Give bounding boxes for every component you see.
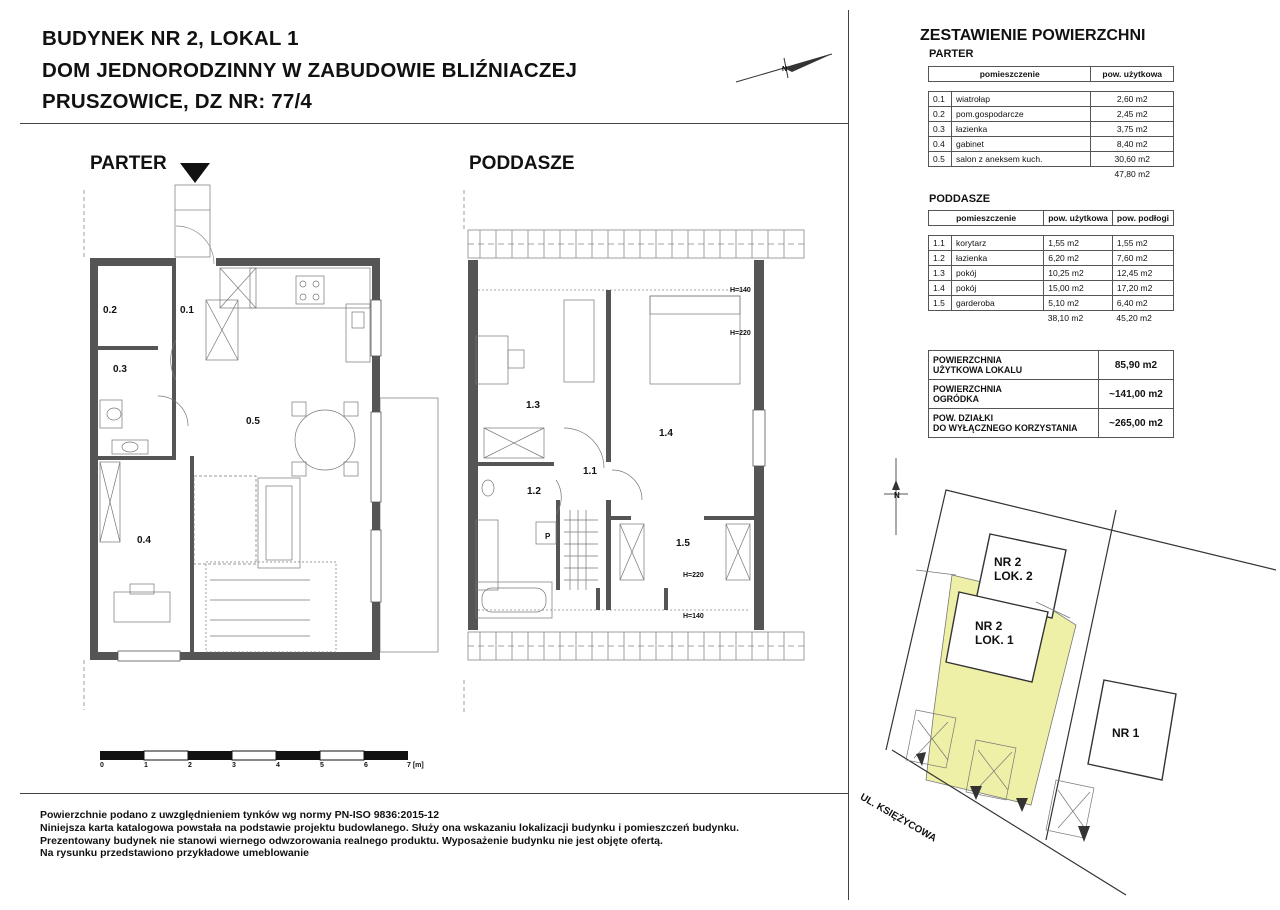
note-line-2: Niniejsza karta katalogowa powstała na podstawie projektu budowlanego. Służy ona wskazaniu lokalizacji budynku i pomieszczeń budynku. bbox=[40, 821, 739, 834]
stair-mark-p: P bbox=[545, 532, 551, 541]
total-label: POWIERZCHNIA OGRÓDKA bbox=[929, 380, 1099, 409]
poddasze-floor-plan bbox=[460, 180, 820, 720]
cell-area: 30,60 m2 bbox=[1091, 152, 1174, 167]
cell-no: 0.5 bbox=[929, 152, 952, 167]
table-row bbox=[929, 266, 1174, 281]
cell-room: łazienka bbox=[952, 122, 1091, 137]
cell-no: 0.4 bbox=[929, 137, 952, 152]
room-label-0-3: 0.3 bbox=[113, 364, 127, 375]
scale-tick-2: 2 bbox=[188, 762, 192, 769]
table-row bbox=[929, 122, 1174, 137]
divider-notes bbox=[20, 793, 848, 794]
summary-title: ZESTAWIENIE POWIERZCHNI bbox=[920, 27, 1146, 44]
scale-bar bbox=[100, 750, 412, 762]
cell-room: pokój bbox=[952, 281, 1044, 296]
cell-floor: 12,45 m2 bbox=[1112, 266, 1173, 281]
cell-room: gabinet bbox=[952, 137, 1091, 152]
poddasze-total-area: 38,10 m2 bbox=[1047, 313, 1084, 323]
cell-area: 6,20 m2 bbox=[1044, 251, 1113, 266]
note-line-3: Prezentowany budynek nie stanowi wiernego odwzorowania realnego produktu. Wyposażenie budynku nie jest objęte ofertą. bbox=[40, 834, 663, 847]
poddasze-title: PODDASZE bbox=[469, 153, 575, 174]
building-label-line: LOK. 2 bbox=[994, 569, 1033, 583]
table-row bbox=[929, 92, 1174, 107]
parter-floor-plan bbox=[60, 180, 460, 720]
parter-area-table bbox=[928, 66, 1174, 181]
cell-no: 1.5 bbox=[929, 296, 952, 311]
table-row bbox=[929, 107, 1174, 122]
cell-room: pokój bbox=[952, 266, 1044, 281]
header-line-2: DOM JEDNORODZINNY W ZABUDOWIE BLIŹNIACZEJ bbox=[42, 59, 578, 82]
height-mark-bottom-1: H=220 bbox=[683, 572, 704, 579]
total-label: POW. DZIAŁKI DO WYŁĄCZNEGO KORZYSTANIA bbox=[929, 409, 1099, 438]
cell-room: salon z aneksem kuch. bbox=[952, 152, 1091, 167]
cell-area: 2,45 m2 bbox=[1091, 107, 1174, 122]
col-header-area: pow. użytkowa bbox=[1044, 211, 1113, 226]
total-value: ~265,00 m2 bbox=[1099, 409, 1174, 438]
room-label-1-3: 1.3 bbox=[526, 400, 540, 411]
height-mark-bottom-2: H=140 bbox=[683, 613, 704, 620]
table-row bbox=[929, 296, 1174, 311]
cell-area: 10,25 m2 bbox=[1044, 266, 1113, 281]
scale-tick-6: 6 bbox=[364, 762, 368, 769]
scale-tick-7: 7 [m] bbox=[407, 762, 424, 769]
parter-table-label: PARTER bbox=[929, 48, 974, 60]
table-row bbox=[929, 409, 1174, 438]
total-value: ~141,00 m2 bbox=[1099, 380, 1174, 409]
total-value: 85,90 m2 bbox=[1099, 351, 1174, 380]
room-label-1-5: 1.5 bbox=[676, 538, 690, 549]
cell-floor: 17,20 m2 bbox=[1112, 281, 1173, 296]
scale-tick-4: 4 bbox=[276, 762, 280, 769]
room-label-1-2: 1.2 bbox=[527, 486, 541, 497]
cell-no: 1.3 bbox=[929, 266, 952, 281]
col-header-room: pomieszczenie bbox=[929, 211, 1044, 226]
divider-header bbox=[20, 123, 848, 124]
parter-total: 47,80 m2 bbox=[1114, 169, 1150, 179]
table-row bbox=[929, 137, 1174, 152]
building-nr2-lok1-label bbox=[975, 619, 1014, 647]
cell-room: łazienka bbox=[952, 251, 1044, 266]
table-row bbox=[929, 251, 1174, 266]
cell-area: 15,00 m2 bbox=[1044, 281, 1113, 296]
cell-floor: 1,55 m2 bbox=[1112, 236, 1173, 251]
col-header-room: pomieszczenie bbox=[929, 67, 1091, 82]
north-label: N bbox=[894, 491, 900, 500]
building-label-line: NR 2 bbox=[975, 619, 1003, 633]
street-label: UL. KSIĘŻYCOWA bbox=[858, 791, 939, 845]
table-row bbox=[929, 380, 1174, 409]
note-line-4: Na rysunku przedstawiono przykładowe umeblowanie bbox=[40, 847, 309, 860]
building-label-line: LOK. 1 bbox=[975, 633, 1014, 647]
room-label-0-5: 0.5 bbox=[246, 416, 260, 427]
cell-area: 1,55 m2 bbox=[1044, 236, 1113, 251]
cell-area: 3,75 m2 bbox=[1091, 122, 1174, 137]
table-row bbox=[929, 152, 1174, 167]
north-arrow-icon bbox=[732, 48, 838, 88]
cell-room: pom.gospodarcze bbox=[952, 107, 1091, 122]
total-label: POWIERZCHNIA UŻYTKOWA LOKALU bbox=[929, 351, 1099, 380]
header-line-1: BUDYNEK NR 2, LOKAL 1 bbox=[42, 27, 299, 50]
table-row bbox=[929, 281, 1174, 296]
cell-room: korytarz bbox=[952, 236, 1044, 251]
scale-tick-0: 0 bbox=[100, 762, 104, 769]
cell-no: 0.2 bbox=[929, 107, 952, 122]
cell-no: 0.3 bbox=[929, 122, 952, 137]
building-nr1-label: NR 1 bbox=[1112, 726, 1140, 740]
room-label-1-4: 1.4 bbox=[659, 428, 673, 439]
col-header-area: pow. użytkowa bbox=[1091, 67, 1174, 82]
disclaimer-notes bbox=[40, 809, 739, 860]
cell-floor: 7,60 m2 bbox=[1112, 251, 1173, 266]
cell-no: 1.1 bbox=[929, 236, 952, 251]
poddasze-area-table bbox=[928, 210, 1174, 325]
col-header-floor: pow. podłogi bbox=[1112, 211, 1173, 226]
note-line-1: Powierzchnie podano z uwzględnieniem tynków wg normy PN-ISO 9836:2015-12 bbox=[40, 809, 440, 821]
divider-vertical bbox=[848, 10, 849, 900]
cell-no: 0.1 bbox=[929, 92, 952, 107]
room-label-0-1: 0.1 bbox=[180, 305, 194, 316]
room-label-0-2: 0.2 bbox=[103, 305, 117, 316]
scale-tick-5: 5 bbox=[320, 762, 324, 769]
room-label-1-1: 1.1 bbox=[583, 466, 597, 477]
cell-area: 5,10 m2 bbox=[1044, 296, 1113, 311]
building-nr2-lok2-label bbox=[994, 555, 1033, 583]
poddasze-table-label: PODDASZE bbox=[929, 193, 991, 205]
table-row bbox=[929, 351, 1174, 380]
cell-floor: 6,40 m2 bbox=[1112, 296, 1173, 311]
table-row bbox=[929, 236, 1174, 251]
cell-room: wiatrołap bbox=[952, 92, 1091, 107]
totals-table bbox=[928, 350, 1174, 438]
room-label-0-4: 0.4 bbox=[137, 535, 151, 546]
header-line-3: PRUSZOWICE, DZ NR: 77/4 bbox=[42, 90, 312, 113]
scale-tick-3: 3 bbox=[232, 762, 236, 769]
building-label-line: NR 2 bbox=[994, 555, 1022, 569]
cell-room: garderoba bbox=[952, 296, 1044, 311]
height-mark-top-2: H=220 bbox=[730, 330, 751, 337]
cell-area: 2,60 m2 bbox=[1091, 92, 1174, 107]
poddasze-total-floor: 45,20 m2 bbox=[1116, 313, 1152, 323]
scale-tick-1: 1 bbox=[144, 762, 148, 769]
cell-area: 8,40 m2 bbox=[1091, 137, 1174, 152]
cell-no: 1.2 bbox=[929, 251, 952, 266]
cell-no: 1.4 bbox=[929, 281, 952, 296]
svg-text:N: N bbox=[782, 66, 788, 73]
parter-title: PARTER bbox=[90, 153, 167, 174]
height-mark-top-1: H=140 bbox=[730, 287, 751, 294]
